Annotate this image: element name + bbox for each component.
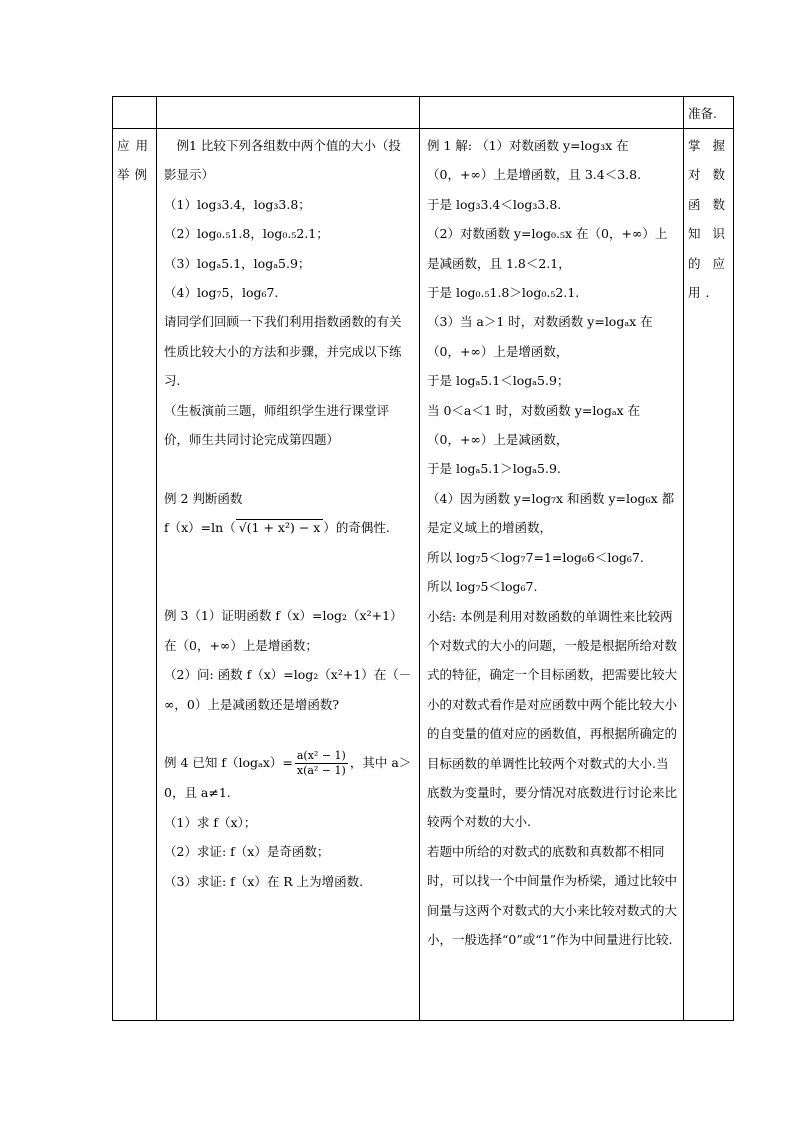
- formula-text: ，其中 a＞0，且 a≠1.: [164, 755, 412, 801]
- table-row: [113, 129, 734, 1021]
- solution-line: （3）当 a＞1 时，对数函数 y=logₐx 在（0，+∞）上是增函数，: [427, 314, 653, 359]
- cell-empty: [113, 97, 157, 129]
- lesson-table: [112, 96, 734, 1021]
- category-label: 应用举例: [117, 138, 153, 183]
- example-4-item: （2）求证: f（x）是奇函数；: [164, 844, 330, 860]
- instruction-text: 请同学们回顾一下我们利用指数函数的有关性质比较大小的方法和步骤，并完成以下练习.: [164, 314, 402, 389]
- fraction-denominator: x(a² − 1): [296, 764, 346, 778]
- summary-text: 若题中所给的对数式的底数和真数都不相同时，可以找一个中间量作为桥梁，通过比较中间量与这两个对数式的大小来比较对数式的大小，一般选择“0”或“1”作为中间量进行比较.: [427, 843, 678, 947]
- example-3-part-2: （2）问: 函数 f（x）=log₂（x²+1）在（－∞，0）上是减函数还是增函数?: [164, 667, 412, 712]
- example-4-item: （1）求 f（x）；: [164, 814, 257, 830]
- solution-line: （2）对数函数 y=log₀.₅x 在（0，+∞）上是减函数，且 1.8＜2.1，: [427, 226, 668, 271]
- example-3-part-1: 例 3（1）证明函数 f（x）=log₂（x²+1）在（0，+∞）上是增函数；: [164, 608, 403, 653]
- solution-line: 例 1 解: （1）对数函数 y=log₃x 在（0，+∞）上是增函数，且 3.4＜3.8.: [427, 138, 642, 183]
- fraction-numerator: a(x² − 1): [296, 749, 346, 763]
- solution-line: 于是 logₐ5.1＜logₐ5.9；: [427, 373, 570, 389]
- example-2-title: 例 2 判断函数: [164, 490, 243, 506]
- table-row: [113, 97, 734, 129]
- formula-text: ）的奇偶性.: [323, 520, 390, 536]
- examples-content: [157, 129, 419, 896]
- category-cell: [113, 129, 157, 1021]
- example-4-statement: [164, 748, 413, 807]
- solution-line: （4）因为函数 y=log₇x 和函数 y=log₆x 都是定义域上的增函数，: [427, 490, 675, 536]
- example-1-item: （2）log₀.₅1.8，log₀.₅2.1；: [164, 226, 329, 242]
- formula-text: 例 4 已知 f（logₐx）=: [164, 755, 293, 771]
- solution-line: 于是 log₃3.4＜log₃3.8.: [427, 196, 562, 212]
- solutions-content: [420, 129, 683, 954]
- example-1-item: （4）log₇5，log₆7.: [164, 285, 279, 301]
- cell-empty: [420, 97, 684, 129]
- formula-text: f（x）=ln（: [164, 520, 236, 536]
- summary-text: 小结: 本例是利用对数函数的单调性来比较两个对数式的大小的问题，一般是根据所给对数式的特征，确定一个目标函数，把需要比较大小的对数式看作是对应函数中两个能比较大小的自变量的值对应的函数值，再根据所确定的目标函数的单调性比较两个对数式的大小.当底数为变量时，要分情况对底数进行讨论来比较两个对数的大小.: [427, 608, 678, 830]
- examples-cell: [157, 129, 420, 1021]
- solution-line: 所以 log₇5＜log₆7.: [427, 579, 538, 595]
- example-4-item: （3）求证: f（x）在 R 上为增函数.: [164, 873, 364, 889]
- example-1-title: 例1 比较下列各组数中两个值的大小（投影显示）: [164, 138, 401, 183]
- prep-note: 准备.: [688, 106, 717, 121]
- solutions-cell: [420, 129, 684, 1021]
- example-1-item: （3）logₐ5.1，logₐ5.9；: [164, 255, 311, 271]
- cell-empty: [157, 97, 420, 129]
- solution-line: 于是 logₐ5.1＞logₐ5.9.: [427, 461, 561, 477]
- prep-note-cell: [684, 97, 734, 129]
- objective-cell: [684, 129, 734, 1021]
- objective-text: 掌握对数函数知识的应用.: [688, 138, 730, 301]
- solution-line: 所以 log₇5＜log₇7=1=log₆6＜log₆7.: [427, 549, 644, 565]
- instruction-note: （生板演前三题，师组织学生进行课堂评价，师生共同讨论完成第四题）: [164, 402, 390, 448]
- example-2-formula: [164, 513, 413, 542]
- solution-line: 当 0＜a＜1 时，对数函数 y=logₐx 在（0，+∞）上是减函数，: [427, 402, 641, 448]
- sqrt-expression: √(1 + x²) − x: [236, 519, 324, 535]
- solution-line: 于是 log₀.₅1.8＞log₀.₅2.1.: [427, 285, 580, 301]
- example-1-item: （1）log₃3.4，log₃3.8；: [164, 196, 311, 212]
- fraction: [295, 749, 348, 778]
